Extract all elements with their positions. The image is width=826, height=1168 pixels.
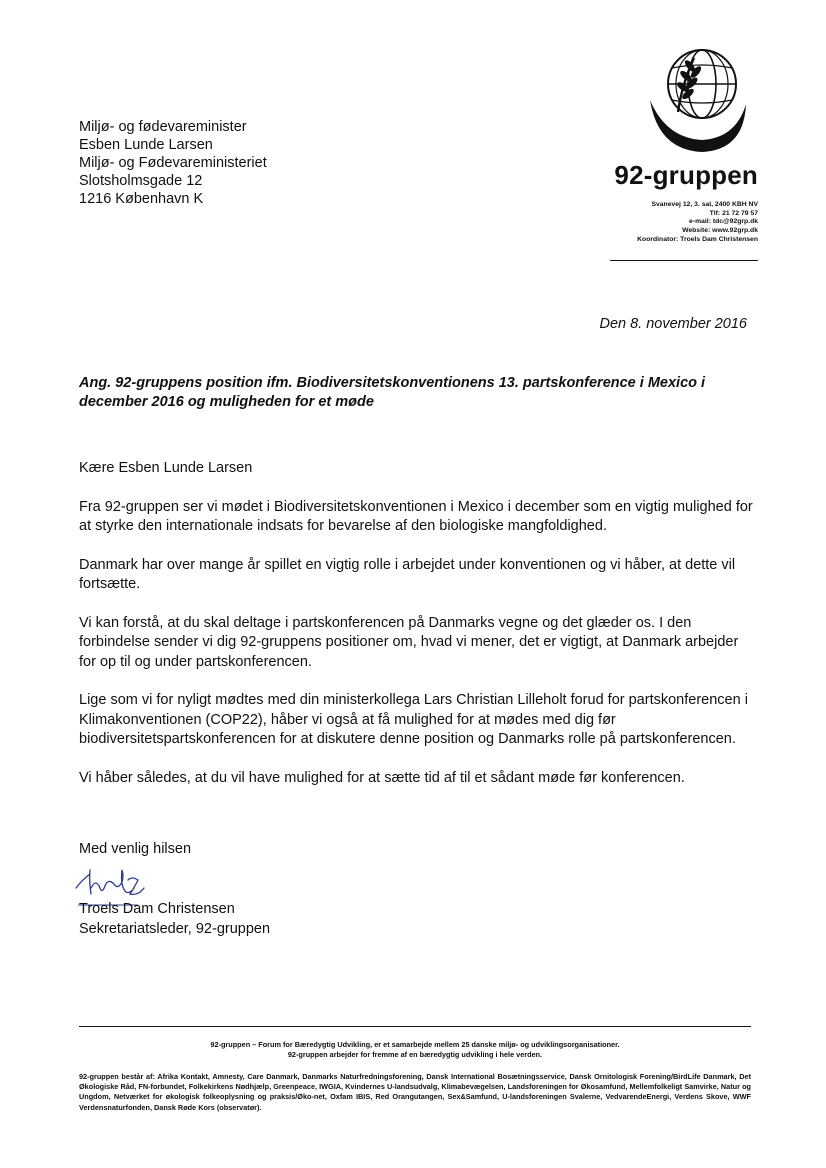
contact-email: e-mail: tdc@92grp.dk	[689, 218, 758, 226]
contact-block	[637, 201, 758, 245]
recipient-line: Miljø- og Fødevareministeriet	[79, 155, 267, 171]
body-paragraph: Vi kan forstå, at du skal deltage i partskonferencen på Danmarks vegne og det glæder os. I den forbindelse sender vi dig 92-gruppens positioner om, hvad vi mener, det er vigtigt, at Danmark arbejder for op til og under partskonferencen.	[79, 614, 739, 670]
body-paragraph: Lige som vi for nyligt mødtes med din ministerkollega Lars Christian Lilleholt forud for partskonferencen i Klimakonventionen (COP22), håber vi også at få mulighed for at mødes med dig før biodiversitetspartskonferencen for at diskutere denne position og Danmarks rolle på partskonferencen.	[79, 692, 748, 747]
contact-address: Svanevej 12, 3. sal, 2400 KBH NV	[651, 201, 758, 208]
salutation: Kære Esben Lunde Larsen	[79, 460, 253, 476]
handwritten-signature	[72, 858, 152, 906]
footer-tagline	[79, 1040, 751, 1060]
footer-tagline-line: 92-gruppen – Forum for Bæredygtig Udvikling, er et samarbejde mellem 25 danske miljø- og udviklingsorganisationer.	[210, 1040, 620, 1049]
footer-member-list: 92-gruppen består af: Afrika Kontakt, Amnesty, Care Danmark, Danmarks Naturfredningsforening, Dansk International Bosætningsservice, Dansk Ornitologisk Forening/BirdLife Danmark, Det Økologiske Råd, FN-forbundet, Folkekirkens Nødhjælp, Greenpeace, IWGIA, Kvindernes U-landsudvalg, Klimabevægelsen, Landsforeningen for Økosamfund, Mellemfolkeligt Samvirke, Natur og Ungdom, Netværket for økologisk folkeoplysning og praksis/Øko-net, Oxfam IBIS, Red Orangutangen, Sex&Samfund, U-landsforeningen Svalerne, VedvarendeEnergi, Verdens Skove, WWF Verdensnaturfonden, Dansk Røde Kors (observatør).	[79, 1072, 751, 1112]
contact-phone: Tlf: 21 72 79 57	[709, 209, 758, 217]
contact-coordinator: Koordinator: Troels Dam Christensen	[637, 235, 758, 243]
contact-divider	[610, 260, 758, 261]
organization-name: 92-gruppen	[614, 160, 758, 190]
closing: Med venlig hilsen	[79, 841, 192, 857]
recipient-line: Miljø- og fødevareminister	[79, 119, 247, 135]
letter-body	[79, 459, 759, 807]
footer-divider	[79, 1026, 751, 1027]
recipient-line: Esben Lunde Larsen	[79, 137, 213, 153]
body-paragraph: Fra 92-gruppen ser vi mødet i Biodiversitetskonventionen i Mexico i december som en vigtig mulighed for at styrke den internationale indsats for bevarelse af den biologiske mangfoldighed.	[79, 498, 753, 534]
recipient-line: Slotsholmsgade 12	[79, 173, 203, 189]
signer-title: Sekretariatsleder, 92-gruppen	[79, 921, 271, 937]
signer-name: Troels Dam Christensen	[79, 901, 235, 917]
letter-subject: Ang. 92-gruppens position ifm. Biodiversitetskonventionens 13. partskonference i Mexico i december 2016 og muligheden for et møde	[79, 375, 706, 410]
globe-wheat-icon	[648, 44, 748, 156]
body-paragraph: Danmark har over mange år spillet en vigtig rolle i arbejdet under konventionen og vi håber, at dette vil fortsætte.	[79, 556, 736, 592]
body-paragraph: Vi håber således, at du vil have mulighed for at sætte tid af til et sådant møde før konferencen.	[79, 769, 685, 786]
recipient-address	[79, 118, 267, 208]
contact-website: Website: www.92grp.dk	[682, 227, 758, 235]
recipient-line: 1216 København K	[79, 191, 204, 207]
letter-date: Den 8. november 2016	[599, 316, 747, 332]
footer-tagline-line: 92-gruppen arbejder for fremme af en bæredygtig udvikling i hele verden.	[287, 1050, 543, 1059]
